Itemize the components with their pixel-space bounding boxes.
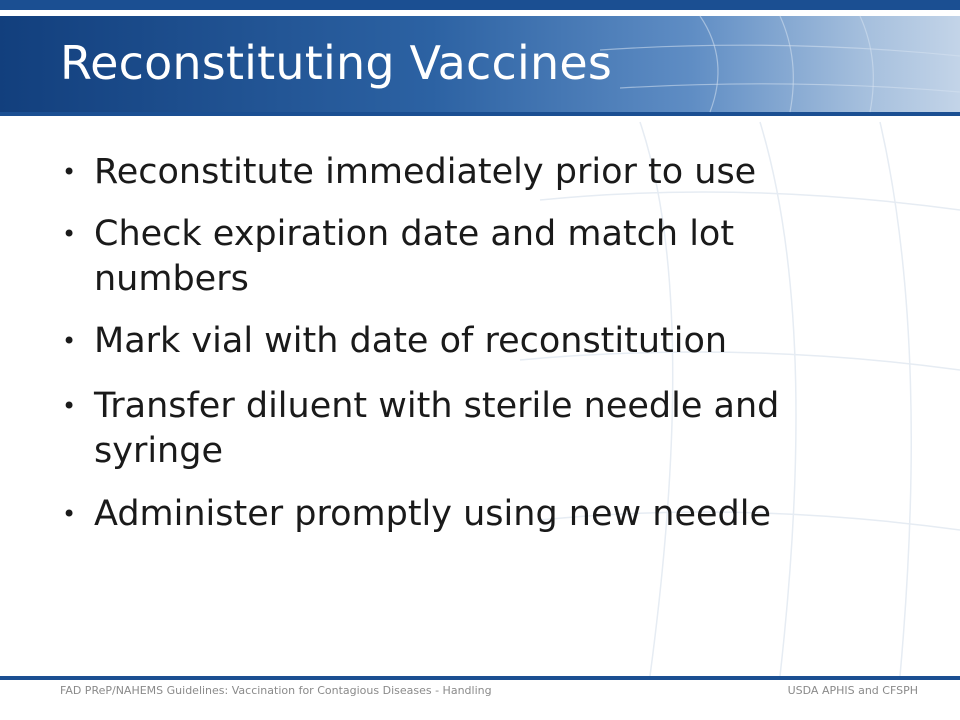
list-item xyxy=(60,384,954,474)
list-item xyxy=(60,212,954,302)
footer-divider xyxy=(0,676,960,680)
list-item xyxy=(60,492,954,537)
list-item xyxy=(60,150,954,195)
bullet-icon: • xyxy=(62,158,77,186)
title-banner xyxy=(0,0,960,122)
bullet-text: Mark vial with date of reconstitution xyxy=(94,321,728,361)
bullet-icon: • xyxy=(62,392,77,420)
list-item xyxy=(60,319,954,364)
bullet-icon: • xyxy=(62,500,77,528)
bullet-icon: • xyxy=(62,220,77,248)
bullet-text: Reconstitute immediately prior to use xyxy=(94,152,757,192)
footer-credit: USDA APHIS and CFSPH xyxy=(787,684,918,697)
bullet-text: Transfer diluent with sterile needle and syringe xyxy=(94,386,780,471)
bullet-icon: • xyxy=(62,327,77,355)
bullet-text: Check expiration date and match lot numbers xyxy=(94,214,735,299)
page-title: Reconstituting Vaccines xyxy=(60,36,613,90)
bullet-text: Administer promptly using new needle xyxy=(94,494,771,534)
footer-source: FAD PReP/NAHEMS Guidelines: Vaccination for Contagious Diseases - Handling xyxy=(60,684,492,697)
